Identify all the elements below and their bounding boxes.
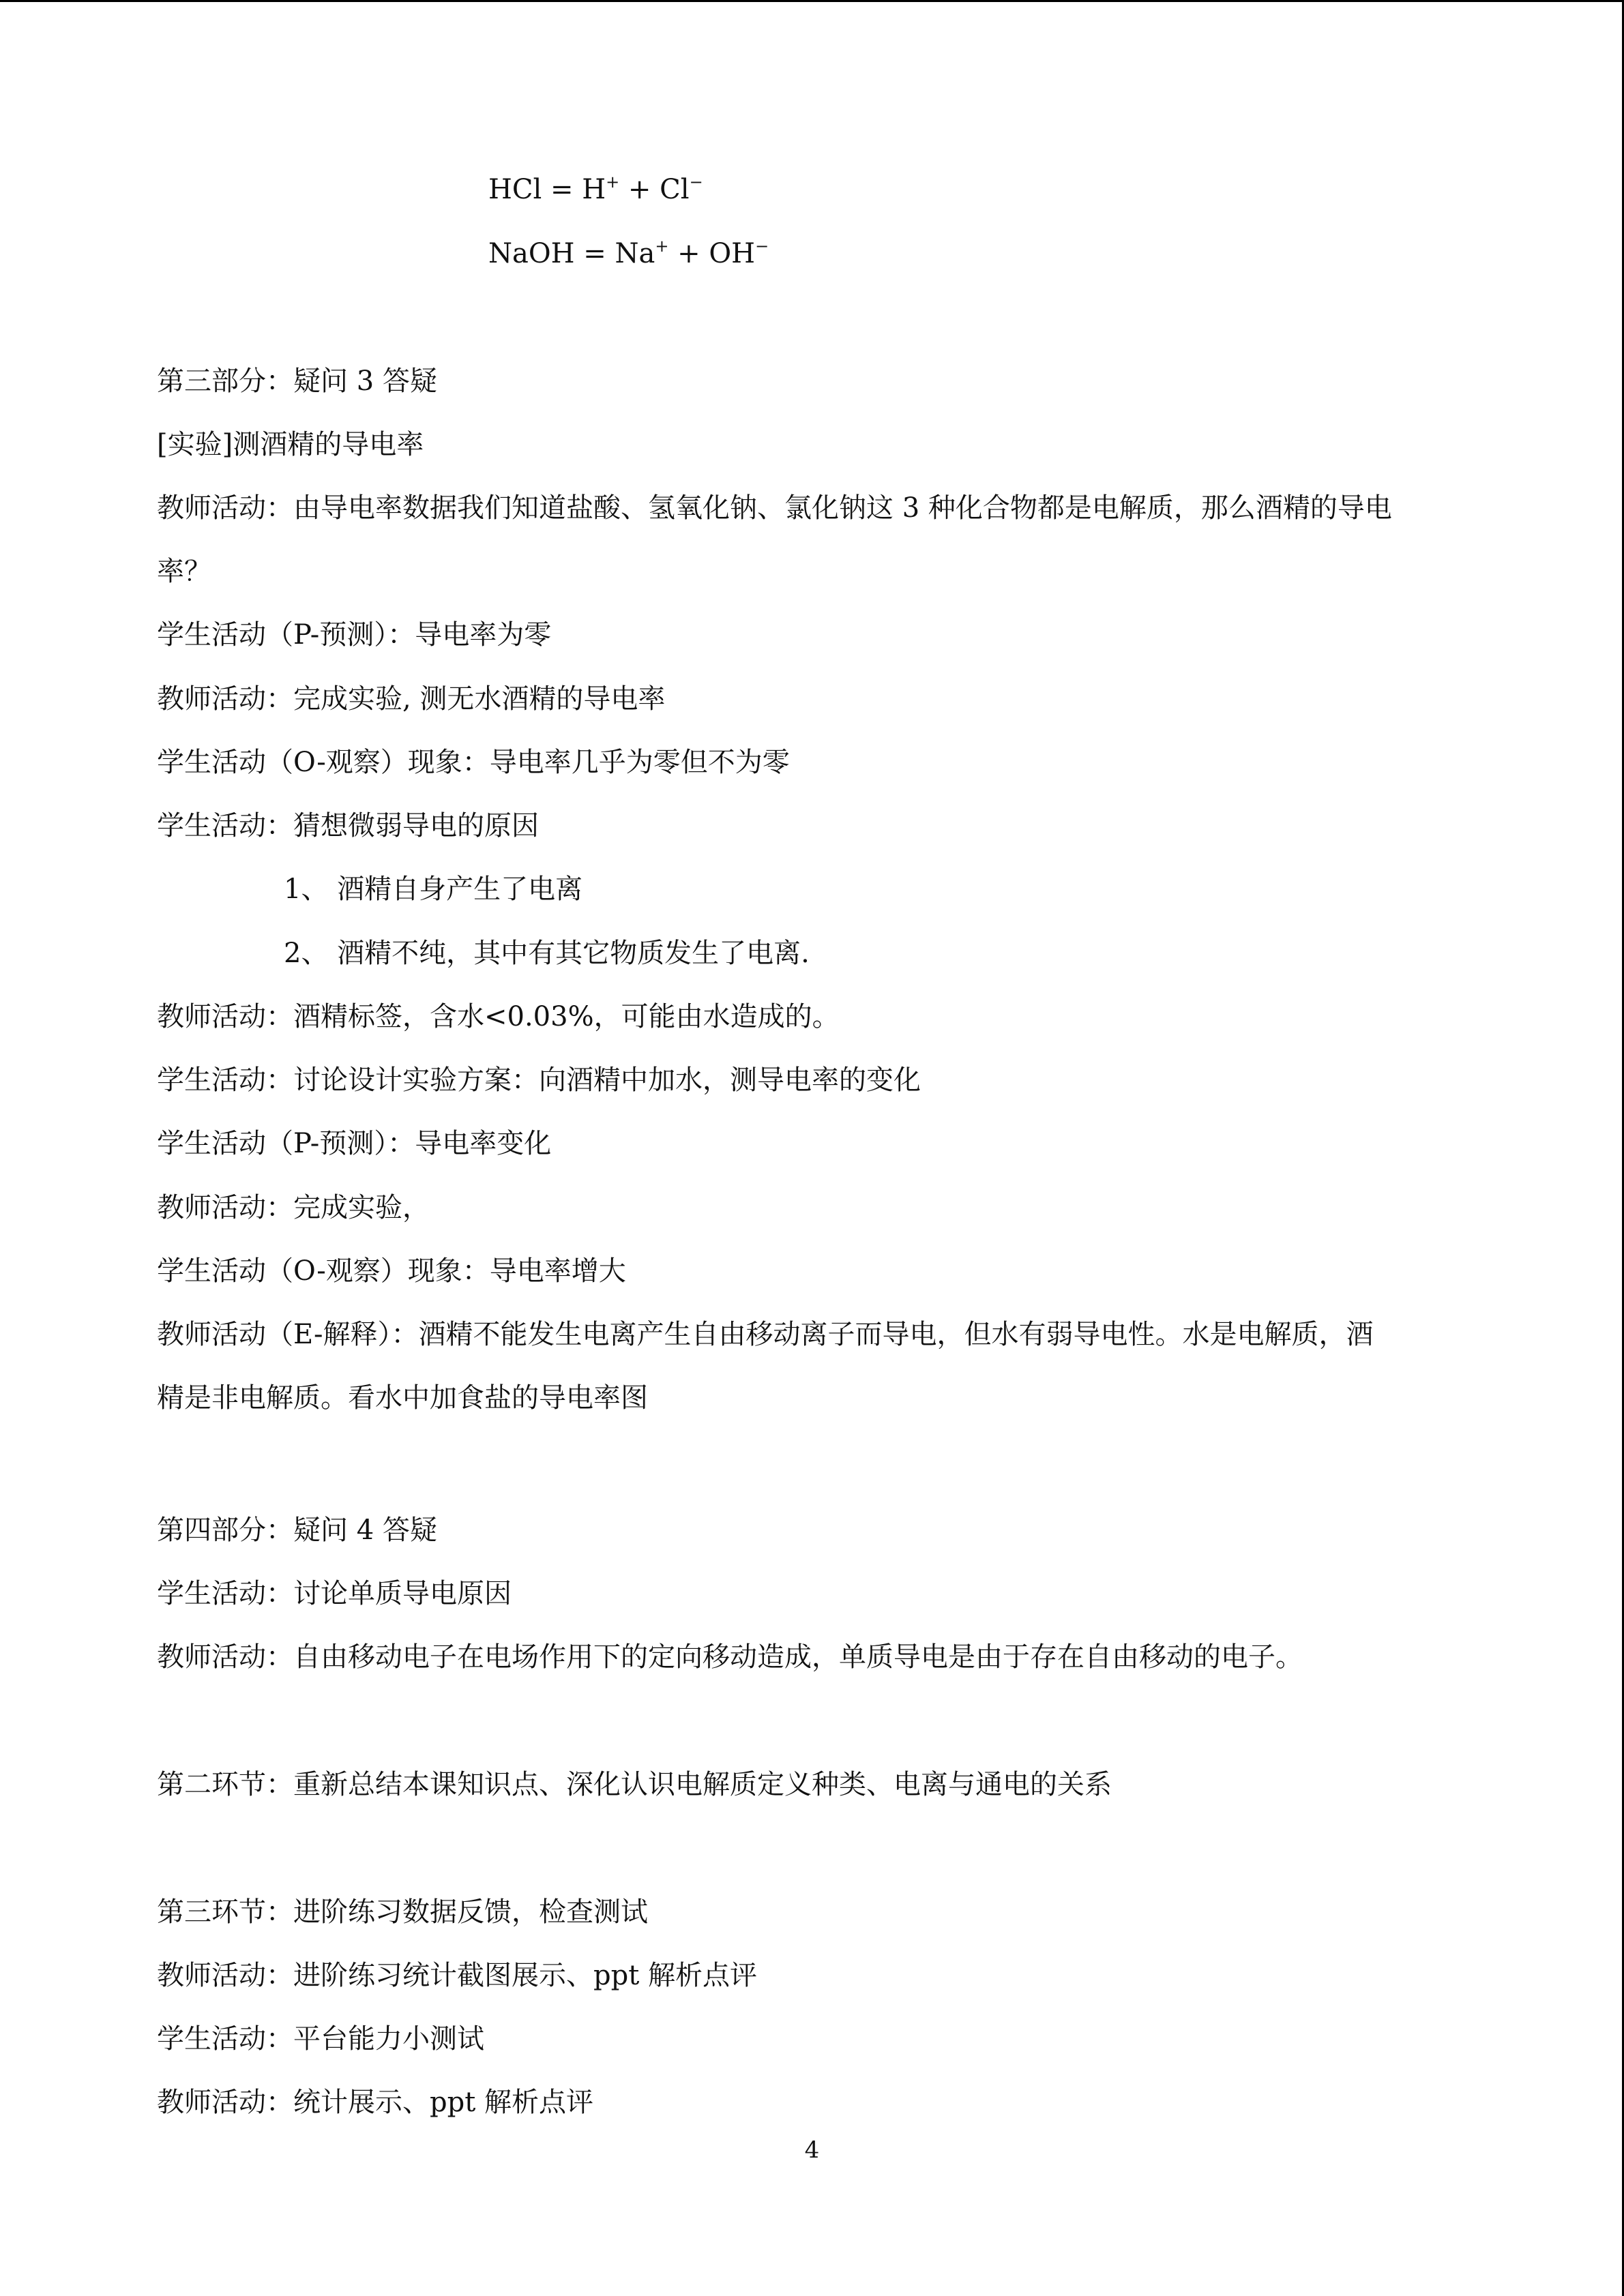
text-line: 教师活动：自由移动电子在电场作用下的定向移动造成，单质导电是由于存在自由移动的电子。 [157,1641,1303,1673]
text-line: 率？ [157,556,211,587]
text-line: 学生活动：讨论设计实验方案：向酒精中加水，测导电率的变化 [157,1064,921,1096]
text-line: 学生活动（O-观察）现象：导电率增大 [157,1255,626,1287]
section-heading-stage3: 第三环节：进阶练习数据反馈，检查测试 [157,1896,648,1928]
text-line: 教师活动：统计展示、ppt 解析点评 [157,2087,593,2118]
text-line: 学生活动（O-观察）现象：导电率几乎为零但不为零 [157,747,790,778]
text-line: 教师活动：完成实验， [157,1192,430,1223]
text-line: 学生活动：讨论单质导电原因 [157,1578,512,1609]
equation-naoh [488,237,769,270]
text-line: 学生活动：猜想微弱导电的原因 [157,810,539,841]
equation-text: + Cl [619,174,690,205]
equation-text: + OH [668,238,756,269]
section-heading-part4: 第四部分：疑问 4 答疑 [157,1515,437,1546]
superscript: − [755,237,769,256]
section-heading-stage2: 第二环节：重新总结本课知识点、深化认识电解质定义种类、电离与通电的关系 [157,1769,1112,1800]
superscript: + [655,237,669,256]
text-line: 教师活动：酒精标签，含水<0.03%，可能由水造成的。 [157,1001,840,1032]
superscript: − [689,173,703,192]
text-line: [实验]测酒精的导电率 [157,429,424,460]
text-line: 教师活动：由导电率数据我们知道盐酸、氢氧化钠、氯化钠这 3 种化合物都是电解质，那么酒精的导电 [157,492,1392,524]
equation-text: HCl = H [488,174,606,205]
equation-hcl [488,173,703,206]
text-line: 教师活动（E-解释）：酒精不能发生电离产生自由移动离子而导电，但水有弱导电性。水是电解质，酒 [157,1319,1374,1350]
page-number: 4 [804,2136,820,2164]
section-heading-part3: 第三部分：疑问 3 答疑 [157,366,437,397]
text-line: 精是非电解质。看水中加食盐的导电率图 [157,1382,648,1414]
text-line: 学生活动（P-预测）：导电率变化 [157,1128,552,1159]
text-line: 学生活动：平台能力小测试 [157,2023,484,2055]
text-line: 学生活动（P-预测）：导电率为零 [157,619,552,651]
superscript: + [606,173,620,192]
equation-text: NaOH = Na [488,238,655,269]
list-item: 1、 酒精自身产生了电离 [284,874,583,905]
list-item: 2、 酒精不纯，其中有其它物质发生了电离. [284,938,810,969]
text-line: 教师活动：进阶练习统计截图展示、ppt 解析点评 [157,1960,757,1991]
text-line: 教师活动：完成实验, 测无水酒精的导电率 [157,683,666,715]
